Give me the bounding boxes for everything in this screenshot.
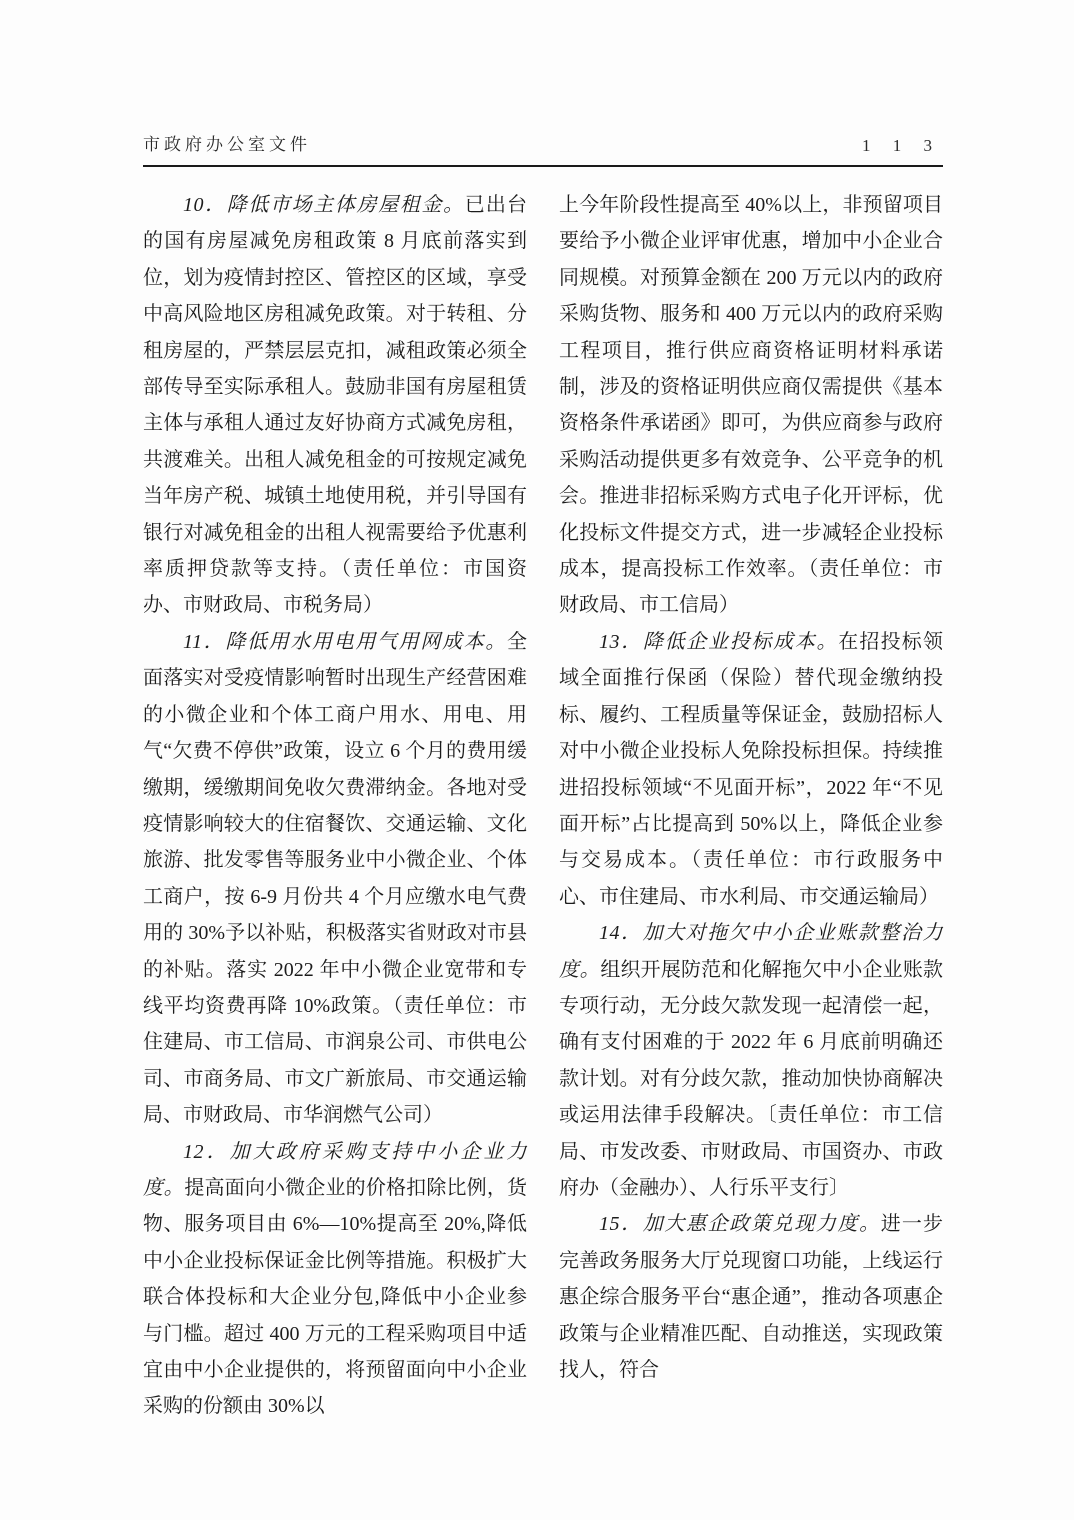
left-column: [143, 187, 527, 1425]
paragraph-heading: 15．加大惠企政策兑现力度。: [599, 1213, 881, 1236]
document-header: [143, 128, 943, 168]
paragraph-text: 全面落实对受疫情影响暂时出现生产经营困难的小微企业和个体工商户用水、用电、用气“欠费不停供”政策，设立 6 个月的费用缓缴期，缓缴期间免收欠费滞纳金。各地对受疫情影响较大的住宿餐饮、交通运输、文化旅游、批发零售等服务业中小微企业、个体工商户，按 6-9 月份共 4 个月应缴水电气费用的 30%予以补贴，积极落实省财政对市县的补贴。落实 2022 年中小微企业宽带和专线平均资费再降 10%政策。（责任单位：市住建局、市工信局、市润泉公司、市供电公司、市商务局、市文广新旅局、市交通运输局、市财政局、市华润燃气公司）: [143, 630, 527, 1127]
paragraph-text: 组织开展防范和化解拖欠中小企业账款专项行动，无分歧欠款发现一起清偿一起，确有支付困难的于 2022 年 6 月底前明确还款计划。对有分歧欠款，推动加快协商解决或运用法律手段解决。〔责任单位：市工信局、市发改委、市财政局、市国资办、市政府办（金融办）、人行乐平支行〕: [559, 958, 944, 1199]
paragraph: [559, 1206, 943, 1388]
paragraph: [559, 915, 943, 1206]
header-rule: [143, 165, 943, 167]
paragraph-heading: 10．降低市场主体房屋租金。: [183, 194, 465, 216]
paragraph-text: 上今年阶段性提高至 40%以上，非预留项目要给予小微企业评审优惠，增加中小企业合同规模。对预算金额在 200 万元以内的政府采购货物、服务和 400 万元以内的政府采购工程项目，推行供应商资格证明材料承诺制，涉及的资格证明供应商仅需提供《基本资格条件承诺函》即可，为供应商参与政府采购活动提供更多有效竞争、公平竞争的机会。推进非招标采购方式电子化开评标，优化投标文件提交方式，进一步减轻企业投标成本，提高投标工作效率。（责任单位：市财政局、市工信局）: [559, 194, 943, 617]
page-number: 1 1 3: [862, 136, 941, 155]
paragraph: [559, 187, 943, 624]
paragraph-heading: 13．降低企业投标成本。: [599, 630, 839, 653]
paragraph: [143, 624, 527, 1134]
header-title: 市政府办公室文件: [143, 135, 311, 154]
right-column: [559, 187, 943, 1425]
paragraph-text: 进一步完善政务服务大厅兑现窗口功能，上线运行惠企综合服务平台“惠企通”，推动各项惠企政策与企业精准匹配、自动推送，实现政策找人，符合: [559, 1213, 944, 1381]
paragraph-text: 提高面向小微企业的价格扣除比例，货物、服务项目由 6%—10%提高至 20%,降低中小企业投标保证金比例等措施。积极扩大联合体投标和大企业分包,降低中小企业参与门槛。超过 400 万元的工程采购项目中适宜由中小企业提供的，将预留面向中小企业采购的份额由 30%以: [143, 1176, 528, 1418]
paragraph: [143, 1134, 527, 1425]
paragraph-heading: 14．加大对拖欠中小企业账款整治力度。: [559, 922, 943, 981]
paragraph: [143, 187, 527, 624]
paragraph-text: 已出台的国有房屋减免房租政策 8 月底前落实到位，划为疫情封控区、管控区的区域，享受中高风险地区房租减免政策。对于转租、分租房屋的，严禁层层克扣，减租政策必须全部传导至实际承租人。鼓励非国有房屋租赁主体与承租人通过友好协商方式减免房租，共渡难关。出租人减免租金的可按规定减免当年房产税、城镇土地使用税，并引导国有银行对减免租金的出租人视需要给予优惠利率质押贷款等支持。（责任单位：市国资办、市财政局、市税务局）: [143, 194, 528, 617]
text-columns: [143, 187, 943, 1425]
paragraph-heading: 12．加大政府采购支持中小企业力度。: [143, 1140, 527, 1199]
paragraph: [559, 624, 943, 915]
paragraph-text: 在招投标领域全面推行保函（保险）替代现金缴纳投标、履约、工程质量等保证金，鼓励招标人对中小微企业投标人免除投标担保。持续推进招投标领域“不见面开标”，2022 年“不见面开标”占比提高到 50%以上，降低企业参与交易成本。（责任单位：市行政服务中心、市住建局、市水利局、市交通运输局）: [559, 630, 944, 908]
paragraph-heading: 11．降低用水用电用气用网成本。: [183, 630, 507, 653]
